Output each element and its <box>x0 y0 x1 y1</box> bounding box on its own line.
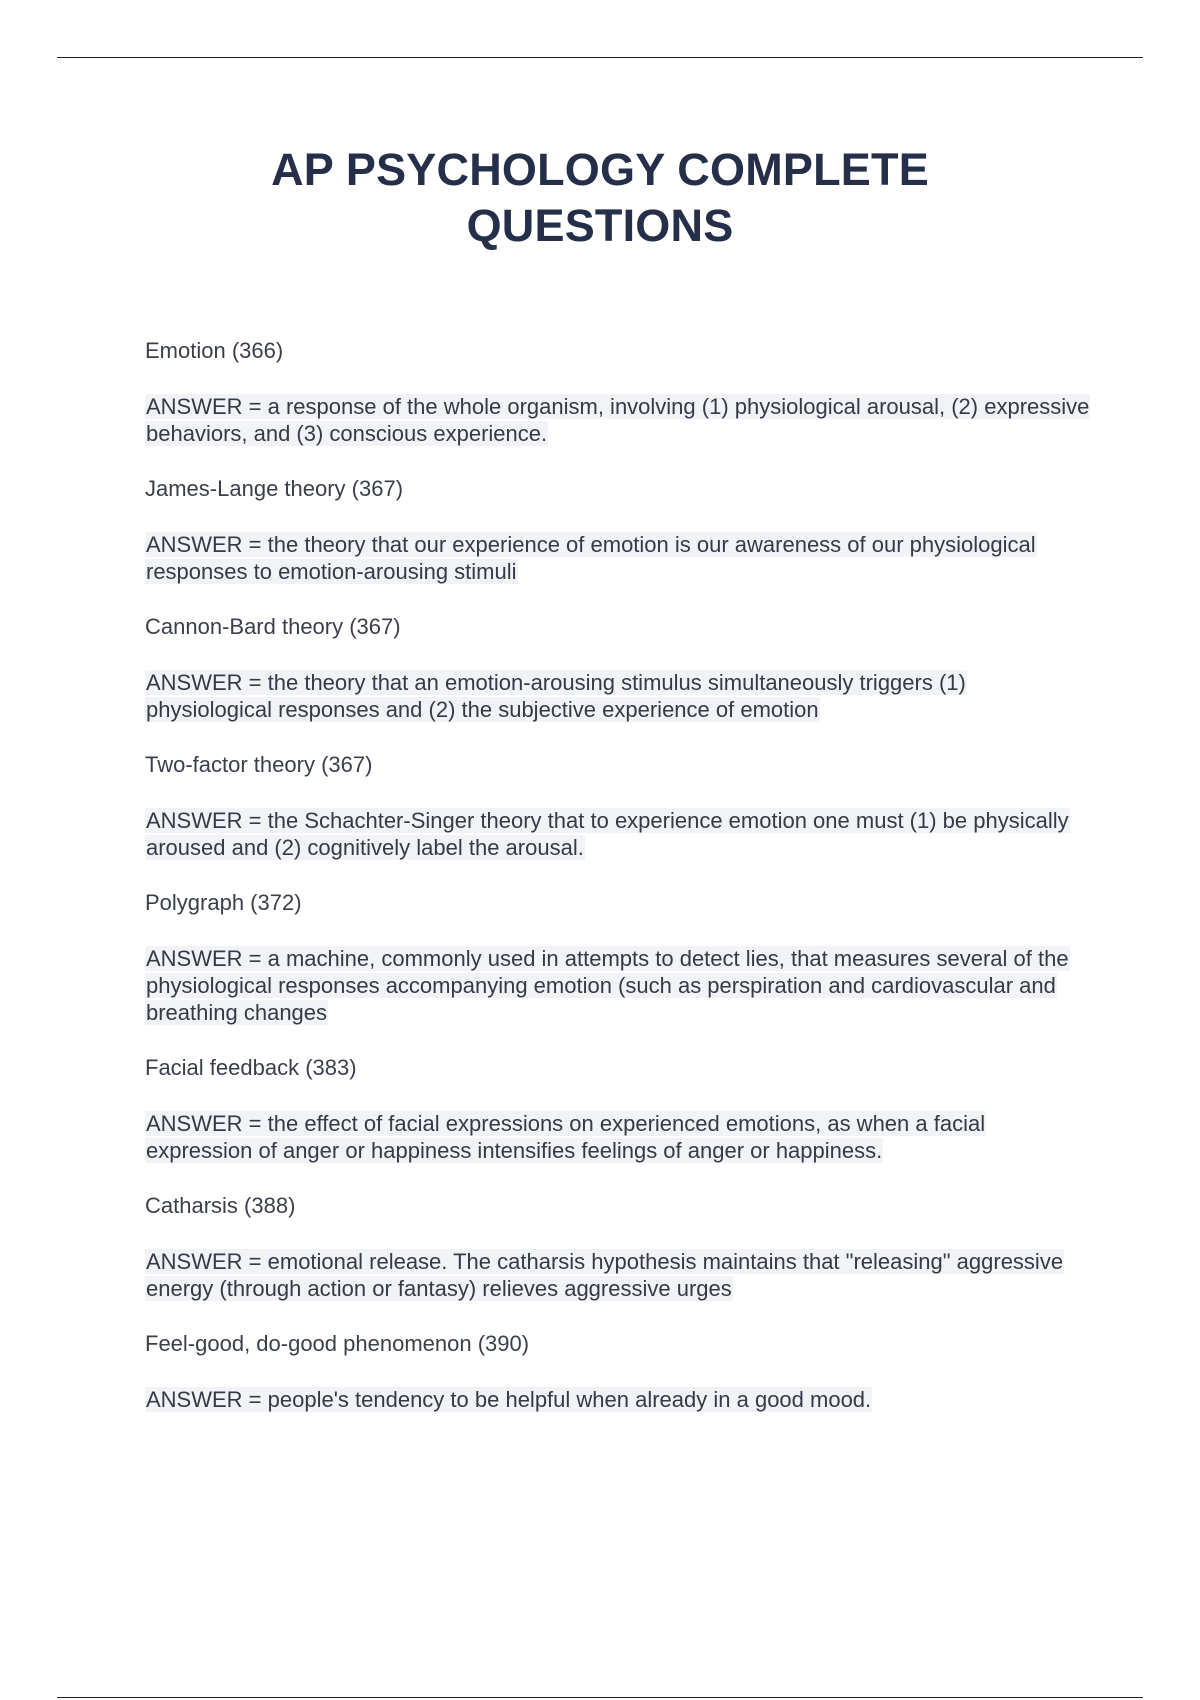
answer-cannon-bard <box>145 669 1095 723</box>
term-facial-feedback: Facial feedback (383) <box>145 1055 357 1080</box>
qa-list <box>145 337 1095 1441</box>
answer-text: ANSWER = people's tendency to be helpful when already in a good mood. <box>146 1387 872 1412</box>
answer-polygraph <box>145 945 1095 1026</box>
answer-text: ANSWER = a machine, commonly used in attempts to detect lies, that measures several of the physiological responses accompanying emotion (such as perspiration and cardiovascular and breathing changes <box>146 946 1069 1025</box>
answer-james-lange <box>145 531 1095 585</box>
term-polygraph: Polygraph (372) <box>145 890 302 915</box>
term-two-factor: Two-factor theory (367) <box>145 752 373 777</box>
answer-catharsis <box>145 1248 1095 1302</box>
term-emotion: Emotion (366) <box>145 338 284 363</box>
answer-text: ANSWER = the theory that our experience of emotion is our awareness of our physiological responses to emotion-arousing stimuli <box>146 532 1036 584</box>
page-title <box>0 142 1200 254</box>
answer-text: ANSWER = a response of the whole organism, involving (1) physiological arousal, (2) expressive behaviors, and (3) conscious experience. <box>146 394 1090 446</box>
title-line-2: QUESTIONS <box>466 200 734 251</box>
answer-text: ANSWER = the Schachter-Singer theory that to experience emotion one must (1) be physically aroused and (2) cognitively label the arousal. <box>146 808 1069 860</box>
answer-two-factor <box>145 807 1095 861</box>
answer-text: ANSWER = the theory that an emotion-arousing stimulus simultaneously triggers (1) physiological responses and (2) the subjective experience of emotion <box>146 670 966 722</box>
bottom-rule <box>57 1697 1143 1698</box>
top-rule <box>57 57 1143 58</box>
answer-text: ANSWER = the effect of facial expressions on experienced emotions, as when a facial expression of anger or happiness intensifies feelings of anger or happiness. <box>146 1111 986 1163</box>
term-james-lange: James-Lange theory (367) <box>145 476 404 501</box>
term-feel-good-do-good: Feel-good, do-good phenomenon (390) <box>145 1331 530 1356</box>
answer-feel-good-do-good <box>145 1386 1095 1413</box>
answer-facial-feedback <box>145 1110 1095 1164</box>
term-cannon-bard: Cannon-Bard theory (367) <box>145 614 401 639</box>
term-catharsis: Catharsis (388) <box>145 1193 296 1218</box>
title-line-1: AP PSYCHOLOGY COMPLETE <box>271 144 929 195</box>
answer-text: ANSWER = emotional release. The catharsis hypothesis maintains that "releasing" aggressive energy (through action or fantasy) relieves aggressive urges <box>146 1249 1064 1301</box>
answer-emotion <box>145 393 1095 447</box>
